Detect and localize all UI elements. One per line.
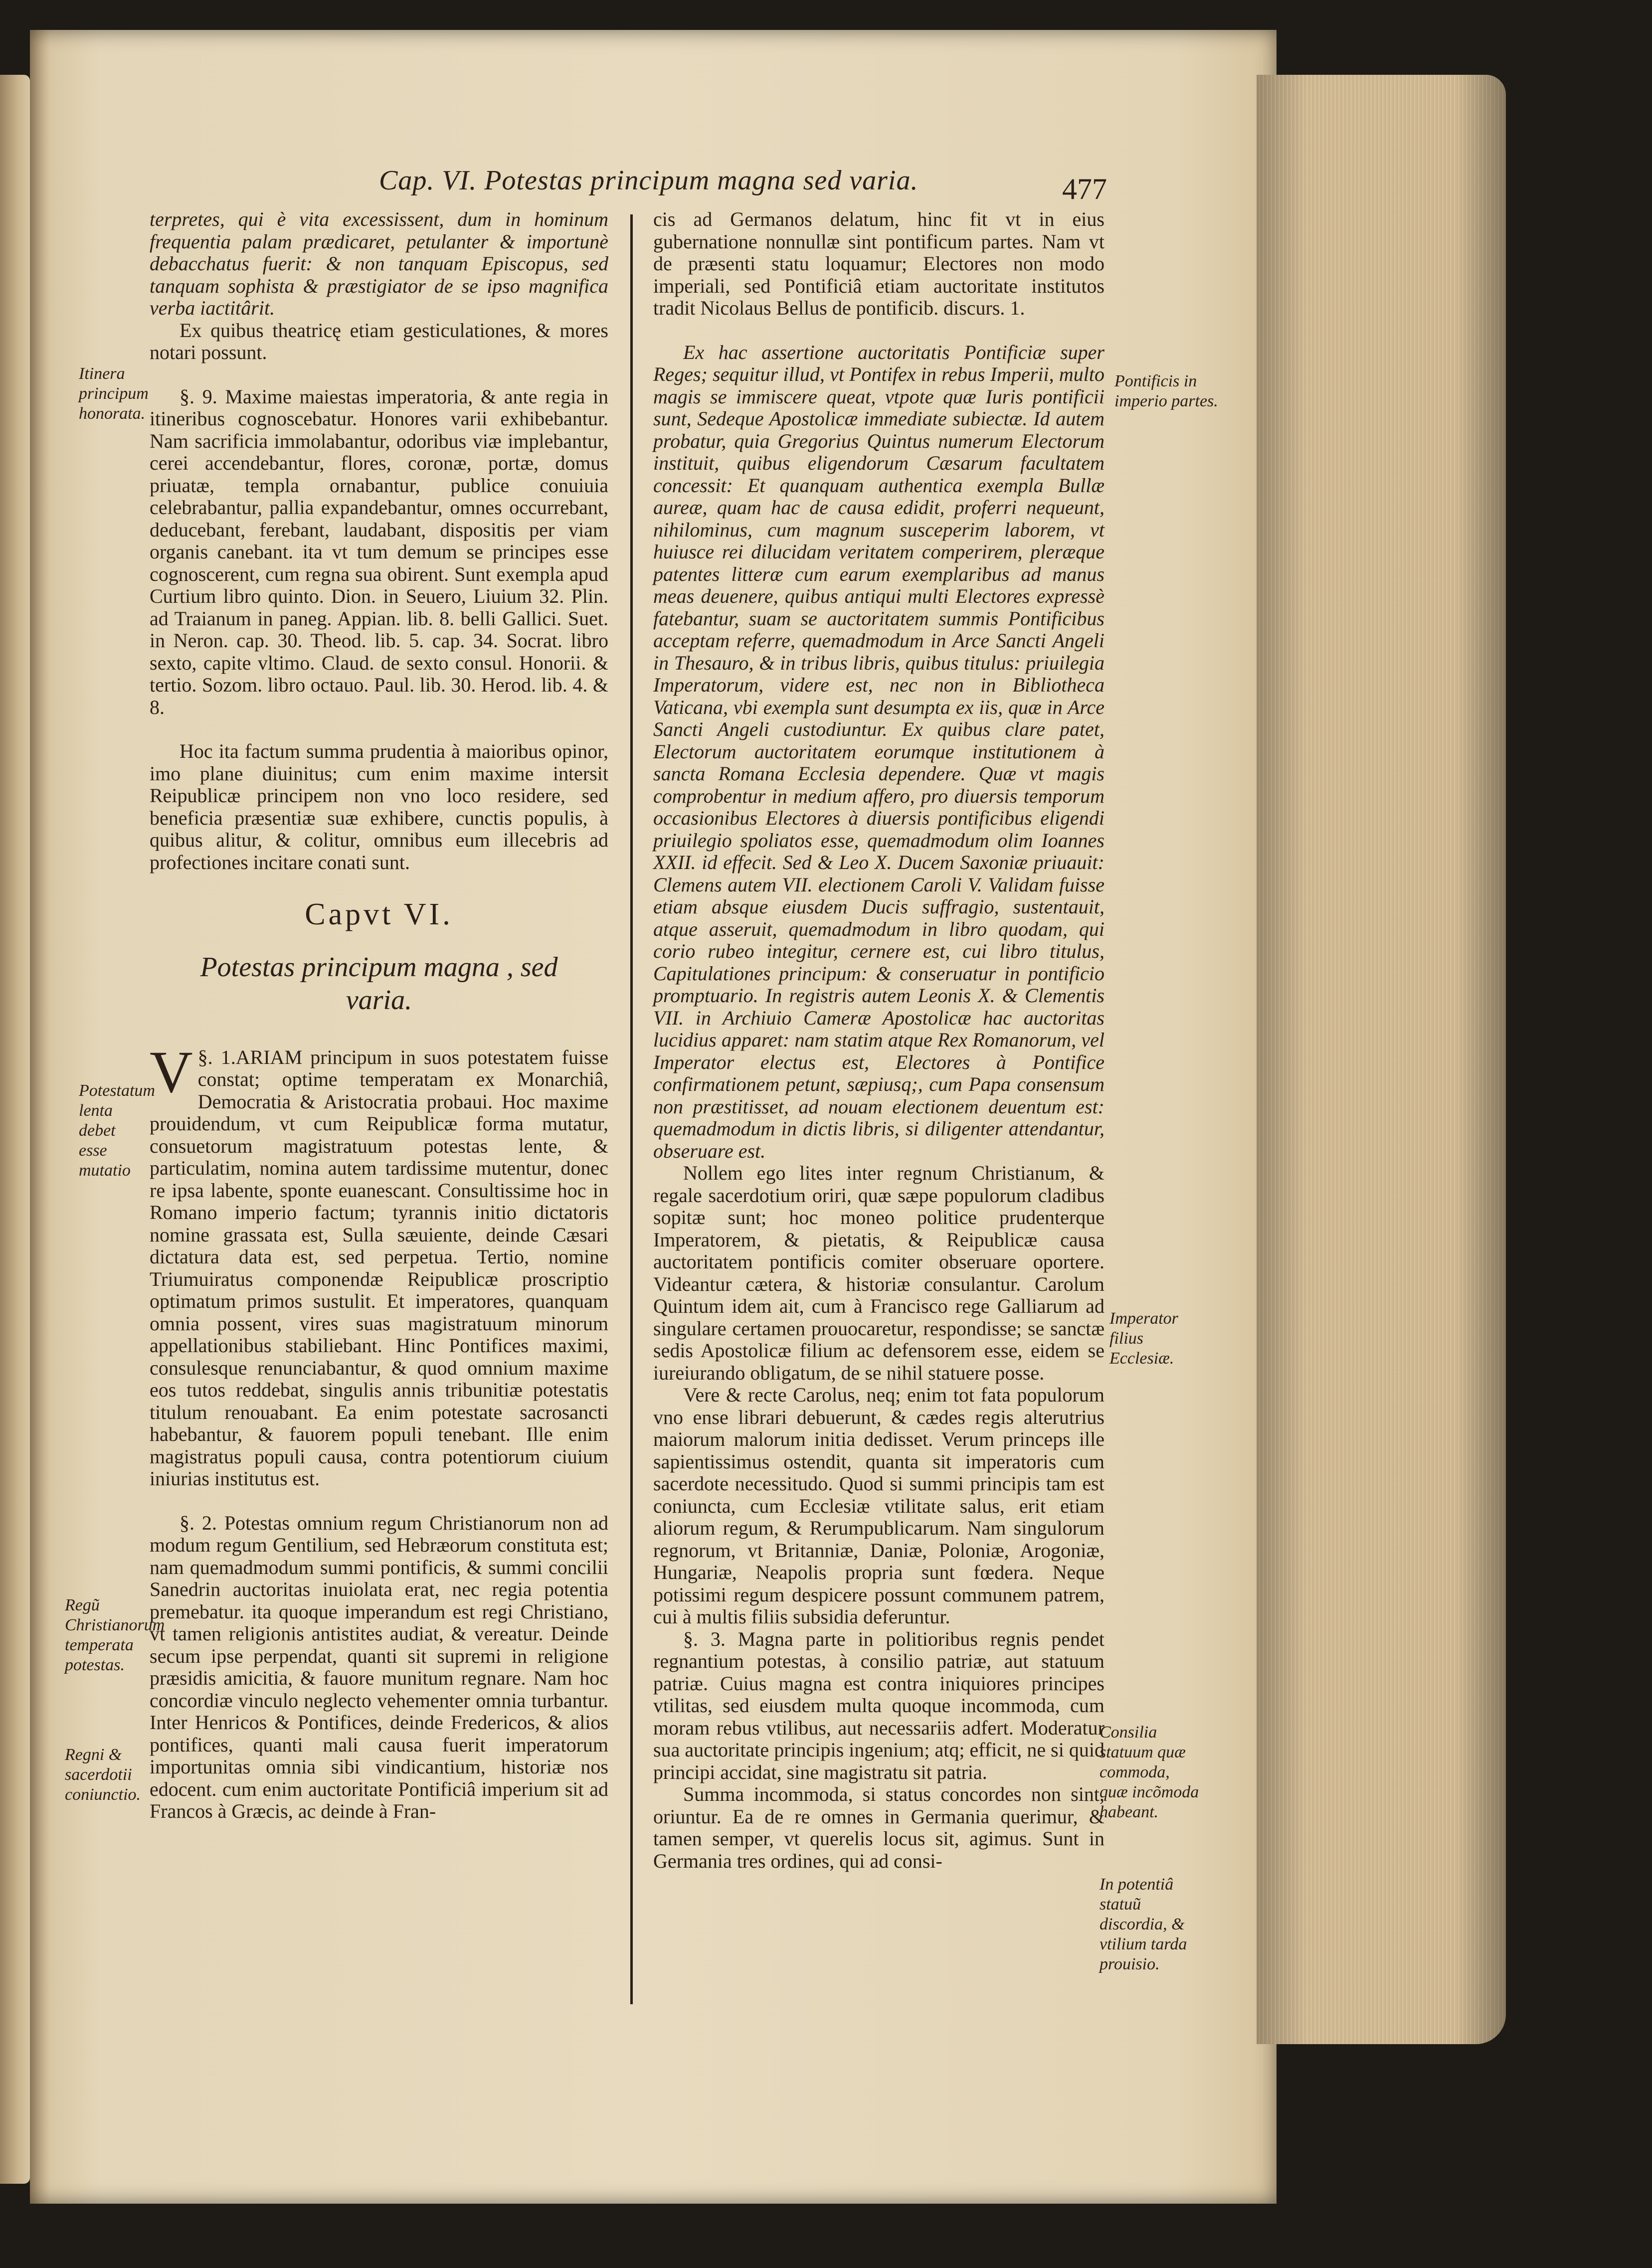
margin-note-consilia: Consilia statuum quæ commoda, quæ incõmoda habeant. — [1100, 1723, 1199, 1821]
left-column — [150, 208, 608, 1823]
paragraph-gap — [150, 718, 608, 740]
page-block-shadow — [1257, 75, 1506, 2044]
margin-note-imperator: Imperator filius Ecclesiæ. — [1109, 1309, 1178, 1368]
paragraph-gap — [150, 364, 608, 386]
section-number: §. 1. — [197, 1046, 236, 1068]
page-number: 477 — [1062, 173, 1107, 205]
left-paragraph-4: Hoc ita factum summa prudentia à maioribus opinor, imo plane diuinitus; cum enim maxime intersit Reipublicæ principem non vno loco residere, sed beneficia præsentiæ suæ exhibere, cunctis populis, à quibus alitur, & colitur, omnibus eum illecebris ad profectiones incitare conati sunt. — [150, 740, 608, 873]
paragraph-gap — [653, 320, 1104, 342]
column-divider — [630, 214, 633, 2004]
margin-note-potentia: In potentiâ statuũ discordia, & vtilium tarda prouisio. — [1100, 1875, 1187, 1973]
left-paragraph-6: §. 2. Potestas omnium regum Christianorum non ad modum regum Gentilium, sed Hebræorum constituta est; nam quemadmodum summi pontificis, & summi concilii Sanedrin auctoritas inuiolata erat, nec regia potentia premebatur. ita quoque imperandum est regi Christiano, vt tamen religionis antistites audiat, & vereatur. Deinde secum ipse perpendat, quanti sit supremi in religione præsidis amicitia, & fauore munitum regnare. Nam hoc concordiæ vinculo neglecto vehementer omnia turbantur. Inter Henricos & Pontifices, deinde Fredericos, & alios pontifices, quanti mali causa fuerit imperatorum importunitas omnia sibi vindicantium, historiæ nos edocent. cum enim auctoritate Pontificiâ imperium sit ad Francos à Græcis, ac deinde à Fran- — [150, 1511, 608, 1822]
running-head: Cap. VI. Potestas principum magna sed varia. — [379, 165, 918, 196]
left-paragraph-3: §. 9. Maxime maiestas imperatoria, & ante regia in itineribus cognoscebatur. Honores varii exhibebantur. Nam sacrificia immolabantur, odoribus viæ implebantur, cerei accendebantur, flores, coronæ, portæ, domus priuatæ, templa ornabantur, publice conuiuia celebrabantur, pallia expandebantur, omnes occurrebant, deducebant, ferebant, laudabant, dispositis per viam organis canebant. ita vt tum demum se principes esse cognoscerent, cum regna sua obirent. Sunt exempla apud Curtium libro quinto. Dion. in Seuero, Liuium 32. Plin. ad Traianum in paneg. Appian. lib. 8. belli Gallici. Suet. in Neron. cap. 30. Theod. lib. 5. cap. 34. Socrat. libro sexto, capite vltimo. Claud. de sexto consul. Honorii. & tertio. Sozom. libro octauo. Paul. lib. 30. Herod. lib. 4. & 8. — [150, 385, 608, 718]
chapter-heading: Capvt VI. — [305, 897, 453, 931]
right-paragraph-6: Summa incommoda, si status concordes non sint, oriuntur. Ea de re omnes in Germania querimur, & tamen semper, vt querelis locus sit, agimus. Sunt in Germania tres ordines, qui ad consi- — [653, 1783, 1104, 1872]
left-paragraph-5-text: ARIAM principum in suos potestatem fuisse constat; optime temperatam ex Monarchiâ, Democratia & Aristocratia probaui. Hoc maxime prouidendum, vt cum Reipublicæ forma mutatur, consuetorum magistratuum potestas lente, & particulatim, nomina autem tardissime mutentur, donec re ipsa labente, sponte euanescant. Consultissime hoc in Romano imperio factum; tyrannis initio dictatoris nomine grassata est, Sulla sæuiente, deinde Cæsari dictatura data est, sed perpetua. Tertio, nomine Triumuiratus componendæ Reipublicæ proscriptio optimatum primos sustulit. Et imperatores, quanquam omnia possent, vires suas magistratuum minorum appellationibus stabiliebant. Hinc Pontifices maximi, consulesque renunciabantur, & quod omnium maxime eos tutos reddebat, singulis annis tribunitiæ potestatis titulum renouabant. Ea enim potestate sacrosancti habebantur, & fauorem populi tenebant. Ille enim magistratus populi causa, contra potentiorum ciuium iniurias institutus est. — [150, 1046, 608, 1490]
margin-note-potestatum: Potestatum lenta debet esse mutatio — [79, 1081, 155, 1180]
right-paragraph-5: §. 3. Magna parte in politioribus regnis pendet regnantium potestas, à consilio patriæ, aut statuum patriæ. Cuius magna est contra iniquiores principes vtilitas, sed eiusdem multa quoque incommoda, cum moram rebus vtilibus, aut necessariis adfert. Moderatur sua auctoritate principis ingenium; atq; efficit, ne si quid principi accidat, sine magistratu sit patria. — [653, 1627, 1104, 1783]
margin-note-pontificis: Pontificis in imperio partes. — [1114, 372, 1218, 410]
left-paragraph-5 — [150, 1038, 608, 1490]
left-paragraph-2: Ex quibus theatricę etiam gesticulationes, & mores notari possunt. — [150, 319, 608, 363]
right-paragraph-2: Ex hac assertione auctoritatis Pontificiæ super Reges; sequitur illud, vt Pontifex in rebus Imperii, multo magis se immiscere queat, vtpote quæ Iuris pontificii sunt, Sedeque Apostolicæ immediate subiectæ. Id autem probatur, quia Gregorius Quintus numerum Electorum instituit, quibus eligendorum Cæsarum facultatem concessit: Et quanquam authentica exempla Bullæ aureæ, quam hac de causa edidit, proferri nequeunt, nihilominus, cum magnum susceperim laborem, vt huiusce rei dilucidam veritatem comperirem, pleræque patentes litteræ cum earum exemplaribus ad manus meas deuenere, quibus antiqui multi Electores expressè fatebantur, suam se auctoritatem summis Pontificibus acceptam referre, quemadmodum in Arce Sancti Angeli in Thesauro, & in tribus libris, quibus titulus: priuilegia Imperatorum, videre est, nec non in Bibliotheca Vaticana, vbi exempla sunt desumpta ex iis, quæ in Arce Sancti Angeli custodiuntur. Ex quibus clare patet, Electorum auctoritatem eorumque institutionem à sancta Romana Ecclesia dependere. Quæ vt magis comprobentur in medium affero, pro diuersis temporum occasionibus Electores à diuersis pontificibus eligendi priuilegio spoliatos esse, quemadmodum olim Ioannes XXII. id effecit. Sed & Leo X. Ducem Saxoniæ priuauit: Clemens autem VII. electionem Caroli V. Validam fuisse etiam absque eiusdem Ducis suffragio, sustentauit, atque asseruit, quemadmodum in libro quodam, qui corio rubeo integitur, cernere est, cui libro titulus, Capitulationes principum: & conseruatur in pontificio promptuario. In registris autem Leonis X. & Clementis VII. in Archiuio Cameræ Apostolicæ hac auctoritas lucidius apparet: nam statim atque Rex Romanorum, vel Imperator electus est, Electores à Pontifice confirmationem petunt, sæpiusq;, cum Papa consensum non præstitisset, ad nouam electionem deuentum est: quemadmodum in dictis libris, si diligenter attendantur, obseruare est. — [653, 341, 1104, 1162]
right-paragraph-4: Vere & recte Carolus, neq; enim tot fata populorum vno ense librari debuerunt, & cædes regis alterutrius maiorum malorum initia dedisset. Verum princeps ille sapientissimus ostendit, quanta sit imperatoris cum sacerdote necessitudo. Quod si summi principis tam est coniuncta, cum Ecclesiæ vtilitate salus, erit etiam aliorum regum, & Rerumpublicarum. Nam singulorum regnorum, vt Britanniæ, Daniæ, Poloniæ, Arogoniæ, Hungariæ, Neapolis propria sunt fœdera. Neque potissimi regum despicere possunt communem patrem, cui à multis filiis subsidia deferuntur. — [653, 1384, 1104, 1628]
chapter-subheading: Potestas principum magna , sed varia. — [200, 951, 558, 1016]
drop-capital: V — [150, 1038, 193, 1105]
margin-note-regum: Regũ Christianorum temperata potestas. — [65, 1596, 165, 1674]
right-paragraph-1: cis ad Germanos delatum, hinc fit vt in eius gubernatione nonnullæ sint pontificum partes. Nam vt de præsenti statu loquamur; Electores non modo imperiali, sed Pontificiâ etiam auctoritate institutos tradit Nicolaus Bellus de pontificib. discurs. 1. — [653, 208, 1104, 319]
right-column — [653, 208, 1104, 1872]
previous-page-edge — [0, 75, 30, 2184]
right-paragraph-3: Nollem ego lites inter regnum Christianum, & regale sacerdotium oriri, quæ sæpe populorum cladibus sopitæ sunt; hoc moneo politice prudenterque Imperatorem, & pietatis, & Reipublicæ causa auctoritatem pontificis comiter obseruare oportere. Videantur cætera, & historiæ consulantur. Carolum Quintum idem ait, cum à Francisco rege Galliarum ad singulare certamen prouocaretur, respondisse; se sanctæ sedis Apostolicæ filium ac defensorem esse, eidem se iureiurando obligatum, de se nihil statuere posse. — [653, 1162, 1104, 1384]
margin-note-regni: Regni & sacerdotii coniunctio. — [65, 1745, 141, 1804]
paragraph-gap — [150, 1490, 608, 1512]
left-paragraph-1: terpretes, qui è vita excessissent, dum in hominum frequentia palam prædicaret, petulanter & importunè debacchatus fuerit: & non tanquam Episcopus, sed tanquam sophista & præstigiator de se ipso magnifica verba iactitârit. — [150, 208, 608, 319]
margin-note-itinera: Itinera principum honorata. — [79, 364, 149, 423]
